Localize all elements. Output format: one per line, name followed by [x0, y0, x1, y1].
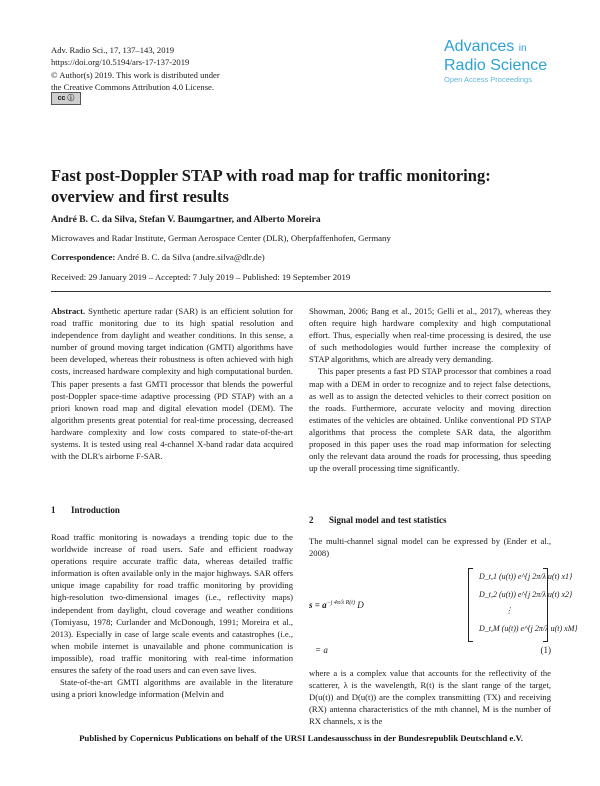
introduction-body — [51, 531, 293, 700]
equation-second-line: = a — [315, 645, 328, 655]
journal-line: Adv. Radio Sci., 17, 137–143, 2019 — [51, 45, 175, 55]
logo-line3: Open Access Proceedings — [444, 75, 532, 84]
logo-line1: Advances — [444, 38, 515, 55]
intro-paragraph-1: Road traffic monitoring is nowadays a trending topic due to the worldwide increase of road users. Safe and efficient roadway operations require accurate traffic data, whereas detailed traffic information is often available only in the major highways. SAR offers unique image capability for road traffic monitoring by providing high-resolution two-dimensional images (i.e., reflectivity maps) independent from daylight, cloud coverage and weather conditions (Tomiyasu, 1978; Curlander and McDonough, 1991; Moreira et al., 2013). Especially in case of large scale events and catastrophes (i.e., when mobile internet is unavailable and phone communication is impossible), road traffic monitoring with real-time information ensures the safety of the road users and can even save lives. — [51, 532, 293, 676]
paper-title: Fast post-Doppler STAP with road map for traffic monitoring: overview and first results — [51, 166, 491, 206]
license-line: the Creative Commons Attribution 4.0 License. — [51, 82, 215, 93]
equation-vector-bracket — [468, 568, 578, 642]
affiliation: Microwaves and Radar Institute, German Aerospace Center (DLR), Oberpfaffenhofen, Germany — [51, 233, 391, 243]
journal-logo — [444, 38, 574, 85]
publisher-footer: Published by Copernicus Publications on behalf of the URSI Landesausschuss in der Bundesrepublik Deutschland e.V. — [79, 733, 523, 743]
copyright-line: © Author(s) 2019. This work is distributed under — [51, 69, 220, 80]
header-divider — [51, 291, 551, 292]
equation-lhs-tail: D — [357, 600, 364, 610]
correspondence-label: Correspondence: — [51, 252, 116, 262]
intro-paragraph-2: State-of-the-art GMTI algorithms are available in the literature using a priori knowledge information (Melvin and — [51, 677, 293, 700]
equation-row-2: D_t,2 (u(t)) e^{j 2π/λ u(t) x2} — [479, 590, 573, 599]
abstract-label: Abstract. — [51, 306, 86, 316]
equation-row-m: D_t,M (u(t)) e^{j 2π/λ u(t) xM} — [479, 624, 578, 633]
article-meta — [51, 44, 220, 94]
correspondence — [51, 252, 265, 262]
section-2-title: Signal model and test statistics — [329, 515, 447, 525]
section-1-title: Introduction — [71, 505, 120, 515]
cc-license-icon: cc ⓘ — [51, 92, 81, 105]
equation-row-ellipsis: ⋮ — [505, 606, 513, 615]
section-2-number: 2 — [309, 515, 314, 525]
logo-line2: Radio Science — [444, 57, 548, 74]
equation-lhs: $s = a^{-j 4\pi/\lambda R(t)}$ D — [309, 600, 364, 610]
equation-number: (1) — [540, 645, 551, 655]
publication-dates: Received: 29 January 2019 – Accepted: 7 July 2019 – Published: 19 September 2019 — [51, 272, 351, 282]
equation-1 — [309, 563, 578, 659]
logo-line1-small: in — [518, 43, 527, 54]
author-list: André B. C. da Silva, Stefan V. Baumgartner, and Alberto Moreira — [51, 215, 321, 225]
equation-row-1: D_t,1 (u(t)) e^{j 2π/λ u(t) x1} — [479, 572, 573, 581]
right-paragraph-2: This paper presents a fast PD STAP processor that combines a road map with a DEM in order to recognize and to reject false detections, as well as to assign the detected vehicles to their correct position on the roads. Furthermore, accurate velocity and moving direction estimates of the vehicles are obtained. Unlike conventional PD STAP algorithms that process the complete SAR data, the algorithm proposed in this paper uses the road map information for selecting only the relevant data around the roads for processing, thus speeding up the overall processing time significantly. — [309, 366, 551, 474]
right-paragraph-1: Showman, 2006; Bang et al., 2015; Gelli et al., 2017), whereas they often require high hardware complexity and high computational effort. Thus, especially when real-time processing is desired, the use of such methodologies would further increase the complexity of STAP algorithms, which are already very demanding. — [309, 306, 551, 365]
correspondence-text: André B. C. da Silva (andre.silva@dlr.de) — [117, 252, 265, 262]
equation-exponent: −j 4π/λ R(t) — [326, 600, 355, 606]
doi-link[interactable]: https://doi.org/10.5194/ars-17-137-2019 — [51, 57, 190, 68]
section-1-heading — [51, 505, 120, 515]
abstract-text: Synthetic aperture radar (SAR) is an efficient solution for road traffic monitoring due to its high spatial resolution and independence from daylight and weather conditions. In this sense, a number of ground moving target indication (GMTI) algorithms have been developed, whereas their robustness is often achieved with high costs, increased hardware complexity and high computational burden. This paper presents a fast GMTI processor that blends the powerful post-Doppler space-time adaptive processing (PD STAP) with an a priori known road map and digital elevation model (DEM). The algorithm presents great potential for real-time processing, decreased hardware complexity and low costs compared to state-of-the-art systems. It is tested using real 4-channel X-band radar data acquired with the DLR's airborne F-SAR. — [51, 306, 293, 462]
section-2-intro: The multi-channel signal model can be expressed by (Ender et al., 2008) — [309, 536, 551, 559]
section-1-number: 1 — [51, 505, 56, 515]
abstract — [51, 305, 293, 462]
right-column-text — [309, 305, 551, 474]
section-2-heading — [309, 515, 447, 525]
section-2-after-equation: where a is a complex value that accounts for the reflectivity of the scatterer, λ is the wavelength, R(t) is the slant range of the target, D(u(t)) and D(u(t)) are the complex transmitting (TX) and receiving (RX) antenna characteristics of the mth channel, M is the number of RX channels, x is the — [309, 668, 551, 727]
